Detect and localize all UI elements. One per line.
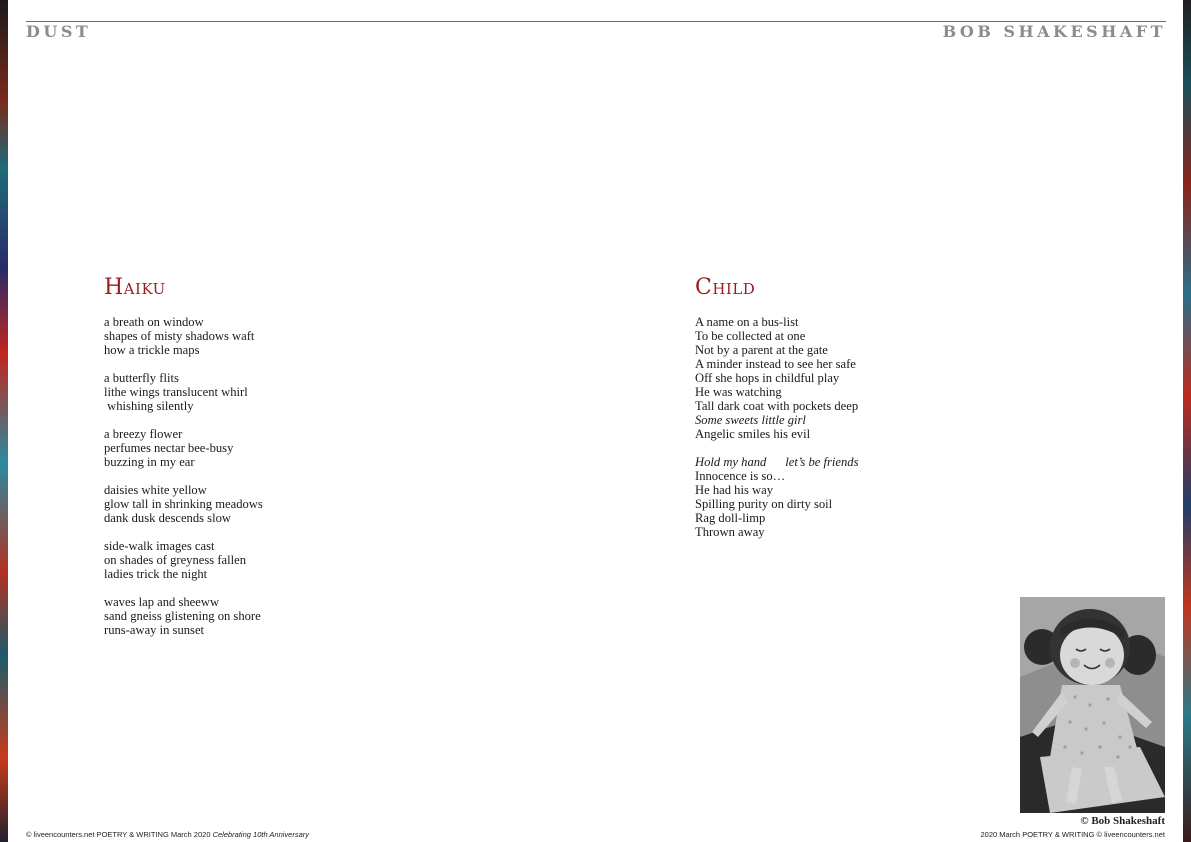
photo-credit: © Bob Shakeshaft: [1080, 815, 1165, 827]
poem-line: Thrown away: [695, 525, 765, 539]
poem-line: Tall dark coat with pockets deep: [695, 399, 859, 413]
haiku-stanza: [104, 427, 263, 469]
poem-line: a breezy flower: [104, 427, 183, 441]
footer-left: [26, 830, 309, 839]
right-decorative-stripe: [1183, 0, 1191, 842]
haiku-body: [104, 315, 263, 651]
poem-line: perfumes nectar bee-busy: [104, 441, 234, 455]
poem-line: on shades of greyness fallen: [104, 553, 246, 567]
section-title: DUST: [26, 22, 92, 41]
footer-left-text: © liveencounters.net POETRY & WRITING March 2020: [26, 830, 213, 839]
haiku-title: Haiku: [104, 275, 166, 300]
poem-line: daisies white yellow: [104, 483, 207, 497]
poem-line: Rag doll-limp: [695, 511, 766, 525]
child-stanza-1: [695, 315, 858, 441]
poem-line: a butterfly flits: [104, 371, 179, 385]
poem-line: Spilling purity on dirty soil: [695, 497, 833, 511]
haiku-stanza: [104, 595, 263, 637]
poem-line: a breath on window: [104, 315, 204, 329]
haiku-stanza: [104, 315, 263, 357]
poem-line: Off she hops in childful play: [695, 371, 840, 385]
poem-line: glow tall in shrinking meadows: [104, 497, 263, 511]
poem-line: To be collected at one: [695, 329, 806, 343]
poem-line: A minder instead to see her safe: [695, 357, 856, 371]
haiku-stanza: [104, 371, 263, 413]
poem-line: ladies trick the night: [104, 567, 208, 581]
poem-line: buzzing in my ear: [104, 455, 195, 469]
poem-line: He had his way: [695, 483, 773, 497]
footer-right: 2020 March POETRY & WRITING © liveencounters.net: [980, 830, 1165, 839]
author-name: BOB SHAKESHAFT: [942, 22, 1166, 41]
poem-line: lithe wings translucent whirl: [104, 385, 248, 399]
poem-line: whishing silently: [104, 399, 194, 413]
poem-phrase: Hold my hand: [695, 455, 767, 469]
poem-line: how a trickle maps: [104, 343, 200, 357]
poem-phrase: let’s be friends: [785, 455, 859, 469]
child-body: [695, 315, 858, 553]
haiku-stanza: [104, 483, 263, 525]
poem-line: Innocence is so…: [695, 469, 786, 483]
haiku-stanza: [104, 539, 263, 581]
poem-line: A name on a bus-list: [695, 315, 799, 329]
poem-line: Angelic smiles his evil: [695, 427, 811, 441]
poem-line: He was watching: [695, 385, 782, 399]
left-decorative-stripe: [0, 0, 8, 842]
poem-line-italic: [695, 455, 858, 469]
poem-line: shapes of misty shadows waft: [104, 329, 255, 343]
child-title: Child: [695, 275, 756, 300]
poem-line: Not by a parent at the gate: [695, 343, 828, 357]
child-stanza-2: [695, 455, 858, 539]
rag-doll-photo: [1020, 597, 1165, 813]
footer-anniversary: Celebrating 10th Anniversary: [212, 830, 310, 839]
poem-line: dank dusk descends slow: [104, 511, 231, 525]
poem-line: runs-away in sunset: [104, 623, 205, 637]
poem-line: sand gneiss glistening on shore: [104, 609, 261, 623]
poem-line: waves lap and sheeww: [104, 595, 220, 609]
poem-line: side-walk images cast: [104, 539, 215, 553]
poem-line-italic: Some sweets little girl: [695, 413, 806, 427]
